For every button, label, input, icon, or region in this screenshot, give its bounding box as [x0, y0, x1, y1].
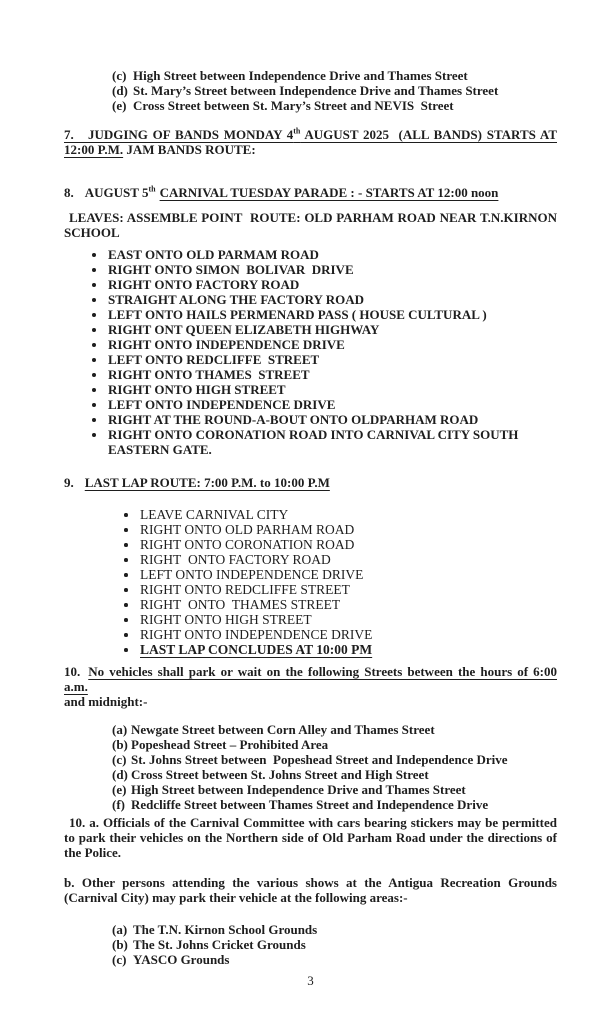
route-step-text: RIGHT ONTO THAMES STREET [140, 597, 341, 612]
section-number: 9. [64, 475, 74, 490]
list-label: (f) [112, 797, 125, 812]
bullet-icon [92, 253, 96, 257]
bullet-icon [92, 388, 96, 392]
underlined-heading-text: 12:00 P.M. [64, 142, 124, 157]
route-step [64, 322, 557, 337]
section-number: 8. [64, 185, 74, 200]
route-step [64, 292, 557, 307]
heading-text: AUGUST 5 [84, 185, 149, 200]
bullet-icon [92, 328, 96, 332]
list-label: (d) [112, 83, 128, 98]
underlined-heading-text: LAST LAP ROUTE: 7:00 P.M. to 10:00 P.M [84, 475, 330, 490]
ordinal-superscript: th [293, 126, 301, 136]
bullet-icon [124, 558, 128, 562]
bullet-icon [92, 313, 96, 317]
bullet-icon [92, 373, 96, 377]
bullet-icon [124, 603, 128, 607]
route-step [64, 507, 557, 522]
route-step-text: EAST ONTO OLD PARMAM ROAD [108, 247, 319, 262]
paragraph-line: to park their vehicles on the Northern side of Old Parham Road under the directions of [64, 830, 557, 845]
street-item [112, 722, 557, 737]
street-text: St. Mary’s Street between Independence Drive and Thames Street [133, 83, 499, 98]
route-step [64, 247, 557, 262]
street-item [112, 68, 557, 83]
street-item [112, 98, 557, 113]
route-step [64, 612, 557, 627]
bullet-icon [92, 403, 96, 407]
heading-text: 7. JUDGING OF BANDS MONDAY 4 [64, 127, 294, 142]
underlined-heading-text: CARNIVAL TUESDAY PARADE : - STARTS AT 12:00 noon [159, 185, 499, 200]
route-step [64, 537, 557, 552]
area-item [112, 952, 557, 967]
list-label: (c) [112, 68, 127, 83]
route-step-text: RIGHT ONTO HIGH STREET [108, 382, 286, 397]
route-step [64, 337, 557, 352]
ordinal-superscript: th [148, 184, 156, 194]
list-label: (c) [112, 952, 127, 967]
street-text: Cross Street between St. Mary’s Street and NEVIS Street [133, 98, 454, 113]
area-text: YASCO Grounds [133, 952, 230, 967]
list-label: (c) [112, 752, 127, 767]
route-step-text: LEFT ONTO REDCLIFFE STREET [108, 352, 320, 367]
bullet-icon [92, 298, 96, 302]
street-text: St. Johns Street between Popeshead Street and Independence Drive [131, 752, 508, 767]
heading-last-lap-route [64, 475, 557, 490]
heading-text: JAM BANDS ROUTE: [123, 142, 256, 157]
route-step-text: RIGHT ONTO REDCLIFFE STREET [140, 582, 350, 597]
street-item [112, 752, 557, 767]
page-number: 3 [307, 973, 314, 988]
route-step-text: RIGHT ONTO CORONATION ROAD INTO CARNIVAL CITY SOUTH [108, 427, 519, 442]
bullet-icon [124, 528, 128, 532]
route-step [64, 582, 557, 597]
underlined-heading-text: No vehicles shall park or wait on the following Streets between the hours of 6:00 a.m. [64, 664, 557, 694]
heading-line-1 [64, 664, 557, 694]
bullet-icon [124, 648, 128, 652]
route-step-text: RIGHT ONT QUEEN ELIZABETH HIGHWAY [108, 322, 380, 337]
bullet-icon [92, 268, 96, 272]
route-step-text: RIGHT ONTO FACTORY ROAD [108, 277, 300, 292]
area-text: The T.N. Kirnon School Grounds [133, 922, 318, 937]
bullet-icon [124, 588, 128, 592]
street-item [112, 83, 557, 98]
bullet-icon [92, 283, 96, 287]
route-step [64, 277, 557, 292]
street-text: Newgate Street between Corn Alley and Thames Street [131, 722, 435, 737]
list-label: (b) [112, 937, 128, 952]
section-number: 10. [64, 664, 81, 679]
street-text: High Street between Independence Drive and Thames Street [131, 782, 466, 797]
area-text: The St. Johns Cricket Grounds [133, 937, 306, 952]
other-persons-parking-paragraph [64, 875, 557, 905]
paragraph-line: b. Other persons attending the various shows at the Antigua Recreation Grounds [64, 875, 557, 890]
route-step-text: LEFT ONTO INDEPENDENCE DRIVE [108, 397, 336, 412]
route-step [64, 382, 557, 397]
route-step [64, 262, 557, 277]
bullet-icon [92, 343, 96, 347]
route-step-text: RIGHT ONTO SIMON BOLIVAR DRIVE [108, 262, 354, 277]
bullet-icon [124, 513, 128, 517]
street-item [112, 782, 557, 797]
route-step-continuation: EASTERN GATE. [108, 442, 212, 457]
route-step-text: RIGHT ONTO THAMES STREET [108, 367, 310, 382]
restricted-streets-list [112, 722, 557, 812]
route-step [64, 307, 557, 322]
paragraph-line: SCHOOL [64, 225, 120, 240]
route-step-text: STRAIGHT ALONG THE FACTORY ROAD [108, 292, 364, 307]
route-step-text: LAST LAP CONCLUDES AT 10:00 PM [140, 642, 373, 657]
parade-route-list [64, 247, 557, 457]
bullet-icon [92, 358, 96, 362]
route-step [64, 522, 557, 537]
route-step-final [64, 642, 557, 657]
route-step-text: RIGHT ONTO OLD PARHAM ROAD [140, 522, 355, 537]
heading-line-2: and midnight:- [64, 694, 148, 709]
route-step-text: RIGHT ONTO FACTORY ROAD [140, 552, 331, 567]
paragraph-line: 10. a. Officials of the Carnival Committee with cars bearing stickers may be permitted [69, 815, 557, 830]
street-text: High Street between Independence Drive and Thames Street [133, 68, 468, 83]
route-step-text: LEFT ONTO HAILS PERMENARD PASS ( HOUSE CULTURAL ) [108, 307, 487, 322]
street-item [112, 767, 557, 782]
route-step-text: LEAVE CARNIVAL CITY [140, 507, 289, 522]
bullet-icon [124, 573, 128, 577]
street-item [112, 797, 557, 812]
route-step [64, 352, 557, 367]
route-step-text: RIGHT ONTO HIGH STREET [140, 612, 312, 627]
assemble-point-paragraph [64, 210, 557, 240]
officials-parking-paragraph [64, 815, 557, 860]
route-step [64, 397, 557, 412]
paragraph-line: the Police. [64, 845, 122, 860]
heading-judging-of-bands [64, 127, 557, 157]
list-label: (a) [112, 922, 128, 937]
bullet-icon [124, 618, 128, 622]
route-step [64, 567, 557, 582]
street-text: Cross Street between St. Johns Street and High Street [131, 767, 429, 782]
heading-line-2 [64, 142, 557, 157]
route-step [64, 412, 557, 427]
area-item [112, 922, 557, 937]
route-step [64, 597, 557, 612]
route-step [64, 367, 557, 382]
route-step-text: RIGHT AT THE ROUND-A-BOUT ONTO OLDPARHAM ROAD [108, 412, 479, 427]
list-label: (d) [112, 767, 128, 782]
route-step [64, 427, 557, 457]
list-label: (a) [112, 722, 128, 737]
route-step [64, 627, 557, 642]
heading-line-1 [64, 127, 557, 142]
list-label: (e) [112, 782, 127, 797]
heading-carnival-tuesday-parade [64, 185, 557, 200]
street-text: Redcliffe Street between Thames Street and Independence Drive [131, 797, 489, 812]
area-item [112, 937, 557, 952]
last-lap-route-list [64, 507, 557, 657]
heading-no-parking [64, 664, 557, 709]
route-step-text: LEFT ONTO INDEPENDENCE DRIVE [140, 567, 364, 582]
route-step-text: RIGHT ONTO INDEPENDENCE DRIVE [108, 337, 345, 352]
bullet-icon [92, 418, 96, 422]
street-item [112, 737, 557, 752]
route-step-text: RIGHT ONTO CORONATION ROAD [140, 537, 355, 552]
route-step-text: RIGHT ONTO INDEPENDENCE DRIVE [140, 627, 373, 642]
heading-text: AUGUST 2025 (ALL BANDS) STARTS AT [300, 127, 557, 142]
list-label: (b) [112, 737, 128, 752]
parking-areas-list [112, 922, 557, 967]
street-text: Popeshead Street – Prohibited Area [131, 737, 329, 752]
paragraph-line: (Carnival City) may park their vehicle at the following areas:- [64, 890, 408, 905]
intro-street-list [112, 68, 557, 113]
bullet-icon [124, 633, 128, 637]
list-label: (e) [112, 98, 127, 113]
paragraph-line: LEAVES: ASSEMBLE POINT ROUTE: OLD PARHAM ROAD NEAR T.N.KIRNON [69, 210, 557, 225]
underlined-heading-text [64, 127, 557, 142]
bullet-icon [124, 543, 128, 547]
bullet-icon [92, 433, 96, 437]
route-step [64, 552, 557, 567]
